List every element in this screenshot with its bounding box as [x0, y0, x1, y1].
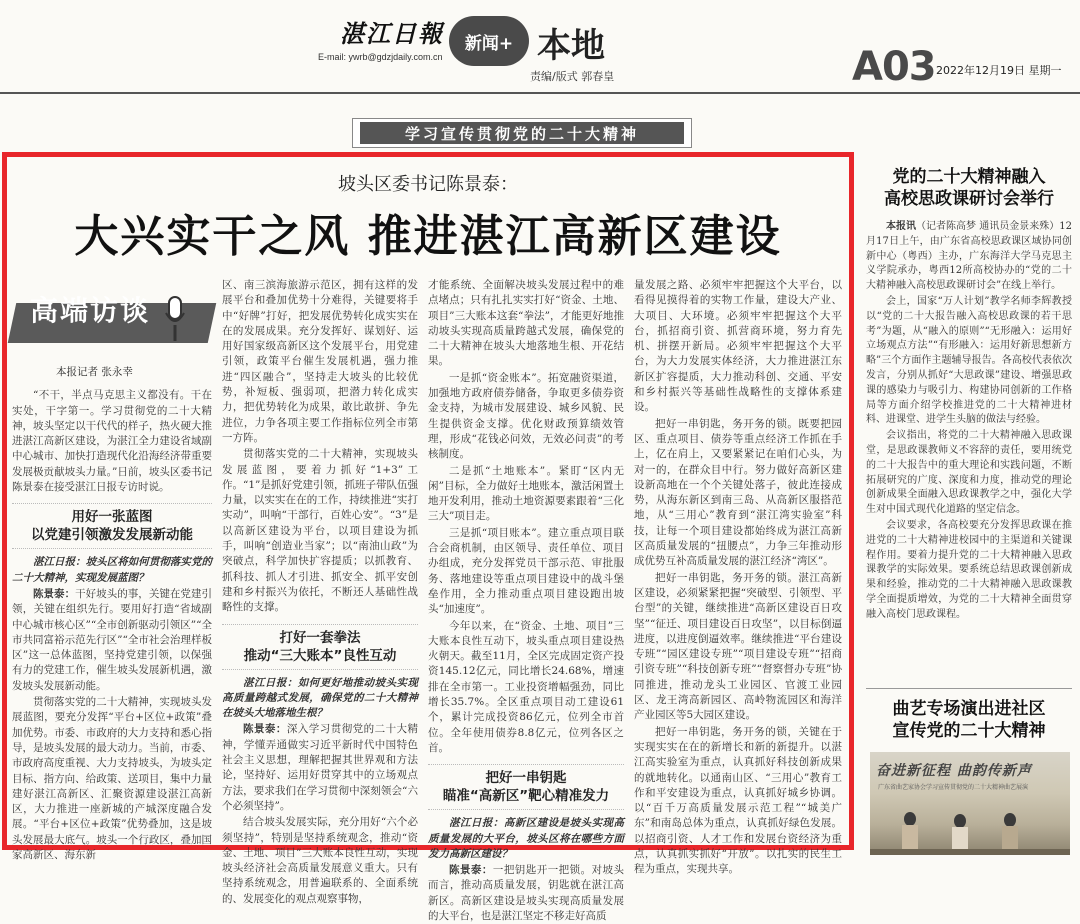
editor-credit: 责编/版式 郭春皇 — [530, 70, 615, 83]
microphone-icon — [162, 295, 188, 345]
col3-paragraph-3: 二是抓“土地账本”。紧盯“区内无闲”目标，全力做好土地账本，激活闲置土地开发利用，推动土地资源要素跟着“三化三大”项目走。 — [428, 464, 624, 523]
sidebar-paragraph-4: 会议要求，各高校要充分发挥思政课在推进党的二十大精神进校园中的主渠道和关键课程作用。要着力提升党的二十大精神融入思政课教学的实际效果。要系统总结思政课创新成果和经验，推动党的二十大精神融入思政课教学全面提质增效，为党的二十大精神全面贯穿融入高校门思政课程。 — [866, 519, 1072, 620]
subhead-2-text: 打好一套拳法 推动“三大账本”良性互动 — [243, 629, 397, 664]
issue-date: 2022年12月19日 星期一 — [936, 64, 1062, 77]
col2-paragraph-2: 贯彻落实党的二十大精神，实现坡头发展蓝图，要着力抓好“1+3”工作。“1”是抓好党建引领，抓班子带队伍强力量，以实实在在的工作，持续推进“实打实动”，叫响“干部行，百姓心安”。“3”是以高新区建设为平台，以项目建设为抓手，叫响“创造业当家”；以“南油山政”为突破点，科学加快扩容提质；以抓教育、抓科技、抓人才引进、抓安全、抓平安创建和乡村振兴为依托，不断还人基础性战略性的支撑。 — [222, 448, 418, 614]
subhead-1 — [12, 503, 212, 549]
question-1-text: 湛江日报：坡头区将如何贯彻落实党的二十大精神，实现发展蓝图？ — [12, 556, 212, 584]
subhead-2 — [222, 624, 418, 670]
intro-paragraph: “不干，半点马克思主义都没有。干在实处，干字第一。学习贯彻党的二十大精神，坡头坚定以干代代的样子，热火硬大推进湛江高新区建设，为湛江全力建设省域副中心城市、加快打造现代化沿海经济带重要发展极贡献坡头力量。”日前，坡头区委书记陈景泰在接受湛江日报专访时说。 — [12, 389, 212, 494]
theme-banner-text: 学习宣传贯彻党的二十大精神 — [360, 122, 684, 144]
sidebar-headline: 党的二十大精神融入 高校思政课研讨会举行 — [884, 167, 1054, 209]
answer-3-text: 一把钥匙开一把锁。对坡头而言，推动高质量发展，钥匙就在湛江高新区。高新区建设是坡头实现高质量发展的大平台，也是湛江坚定不移走好高质 — [428, 864, 625, 922]
col3-paragraph-2: 一是抓“资金账本”。拓宽融资渠道，加强地方政府债券储备，争取更多债券资金支持，为城市发展建设、城乡风貌、民生提供资金支撑。优化财政预算绩效管理，形成“花钱必问效，无效必问责”的考核制度。 — [428, 371, 624, 461]
article-column-3 — [428, 278, 625, 922]
performers-figure — [870, 805, 1070, 855]
sidebar-paragraph-2: 会上，国家“万人计划”教学名师李辉教授以“党的二十大报告融入高校思政课的若干思考”为题，从“融入的原则”“无形融入：运用好立场观点方法”“有形融入：运用好新思想新方略”三个方面作主题辅导报告。各高校代表依次发言，分别从抓好“大思政课”建设、增强思政课的感染力与吸引力、构建协同创新的工作格局等方面介绍学校推进党的二十大精神进材料、进课堂、进学生头脑的做法与经验。 — [866, 295, 1072, 426]
interview-label-box — [12, 295, 212, 355]
sidebar-paragraph-3: 会议指出，将党的二十大精神融入思政课堂，是思政课教师义不容辞的责任，要用统党的二十大报告中的重大理论和实践问题，不断拓展研究的广度、深度和力度，推动党的理论创新成果全面融入思政课教学之中，强化大学生对中国式现代化道路的坚定信念。 — [866, 430, 1072, 516]
col4-paragraph-1: 量发展之路、必须牢牢把握这个大平台，以看得见摸得着的实物工作量，建设大产业、大项目、大环境。必须牢牢把握这个大平台，抓招商引资、抓营商环境，努力育先机、拼摆开新局。必须牢牢把握这个大平台，为大力发展实体经济，大力推进湛江东新区扩容提质，大力推动科创、交通、平安和乡村振兴等基础性战略性的支撑体系建设。 — [634, 279, 842, 414]
sidebar-dateline: 本报讯 — [886, 221, 917, 232]
stage-photo — [870, 752, 1070, 855]
sidebar-divider — [866, 688, 1072, 689]
answer-2 — [222, 722, 418, 814]
article-headline: 大兴实干之风 推进湛江高新区建设 — [74, 211, 782, 262]
answer-1-label: 陈景泰： — [33, 587, 76, 600]
theme-banner — [352, 118, 692, 148]
question-3 — [428, 816, 624, 862]
answer-2-text: 深入学习贯彻党的二十大精神，学懂弄通做实习近平新时代中国特色社会主义思想，理解把握其世界观和方法论，坚持好、运用好贯穿其中的立场观点方法，要求我们在学习贯彻中深刻领会“六个必须坚持”。 — [222, 723, 419, 812]
news-plus-badge: 新闻+ — [449, 16, 529, 66]
photo-banner-subtext: 广东省曲艺家协会学习宣传贯彻党的二十大精神曲艺展演 — [878, 784, 1029, 791]
interview-label: 高端访谈 — [30, 294, 151, 327]
subhead-3 — [428, 764, 624, 810]
email-line: E-mail: ywrb@gdzjdaily.com.cn — [318, 52, 443, 62]
newspaper-logo: 湛江日報 — [340, 19, 444, 48]
page-number: A03 — [852, 44, 936, 90]
masthead-rule — [0, 92, 1080, 94]
answer-2b: 结合坡头发展实际，充分用好“六个必须坚持”，特别是坚持系统观念，推动“资金、土地、项目”三大账本良性互动，实现坡头经济社会高质量发展意义重大。只有坚持系统观念，用普遍联系的、全面系统的、发展变化的观点观察事物， — [222, 816, 418, 905]
photo-banner-text: 奋进新征程 曲韵传新声 — [876, 763, 1032, 779]
answer-1b: 贯彻落实党的二十大精神，实现坡头发展蓝图，要充分发挥“平台+区位+政策”叠加优势。市委、市政府的大力支持和悉心指导，是坡头发展的最大动力。当前，市委、市政府高度重视、大力支持坡头，为坡头定目标、指方向、给政策、送项目，集中力量建好湛江高新区、汇聚资源建设湛江高新区，大力推进一座新城的产城深度融合发展。“平台+区位+政策”优势叠加，这是坡头发展最大底气。坡头一个行政区，叠加国家高新区、海东新 — [12, 696, 212, 862]
section-title: 本地 — [537, 26, 605, 66]
answer-1-text: 干好坡头的事，关键在党建引领，关键在组织先行。要用好打造“省域副中心城市核心区”“全市创新驱动引领区”“全市共同富裕示范先行区”“全市社会治理样板区”这一总体蓝图，坚持党建引领，以保强有力的党建工作，催生坡头发展新机遇，激发坡头发展新动能。 — [12, 587, 212, 692]
col3-paragraph-1: 才能系统、全面解决坡头发展过程中的难点堵点；只有扎扎实实打好“资金、土地、项目”三大账本这套“拳法”，才能更好地推动坡头实现高质量跨越式发展，确保党的二十大精神在坡头大地落地生根、开花结果。 — [428, 279, 624, 368]
col3-paragraph-4: 三是抓“项目账本”。建立重点项目联合会商机制，由区领导、责任单位、项目办组成，充分发挥党员干部示范、审批服务、落地建设等重点项目建设中的战斗堡垒作用，全力推动重点项目建设跑出坡头“加速度”。 — [428, 526, 624, 616]
col3-paragraph-5: 今年以来，在“资金、土地、项目”三大账本良性互动下，坡头重点项目建设热火朝天。截至11月，全区完成固定资产投资145.12亿元，同比增长24.68%，增速排在全市第一。工业投资增幅强劲，同比增长35.7%。全区重点项目动工建设61个，累计完成投资86亿元，位列全市首位。全年使用债券8.8亿元，位列各区之首。 — [428, 619, 624, 754]
sidebar-article — [866, 160, 1072, 624]
sidebar-headline-2: 曲艺专场演出进社区 宣传党的二十大精神 — [892, 699, 1046, 741]
col4-paragraph-3: 把好一串钥匙，务开务的锁。湛江高新区建设，必须紧紧把握“突破型、引领型、平台型”的关键，继续推进“高新区建设百日攻坚”“征迁、项目建设百日攻坚”，以目标倒逼进度，以进度倒逼效率。继续推进“平台建设专班”“园区建设专班”“项目建设专班”“招商引资专班”“科技创新专班”“督察督办专班”协同推进，推动龙头工业园区、官渡工业园区、龙王湾高新园区、高岭物流园区和海洋产业园区等5大园区建设。 — [634, 571, 842, 722]
subhead-1-text: 用好一张蓝图 以党建引领激发发展新动能 — [31, 509, 193, 544]
answer-3-label: 陈景泰： — [449, 864, 493, 877]
sidebar-paragraph-1-text: （记者陈高梦 通讯员金景来殊）12月17日上午，由广东省高校思政课区域协同创新中心（粤西）主办，广东海洋大学马克思主义学院承办，粤西12所高校协办的“党的二十大精神融入高校思政课研讨会”在线上举行。 — [866, 221, 1072, 292]
question-2 — [222, 676, 418, 722]
col2-paragraph-1: 区、南三滨海旅游示范区，拥有这样的发展平台和叠加优势十分难得，关键要将手中“好牌”打好，把发展优势转化成实实在在的发展成果。充分发挥好、谋划好、运用好国家级高新区这个发展平台，用党建引领，政策平台催生发展机遇，强力推进“四区融合”，坚持走大坡头的比较优势，补短板、强弱项，把潜力转化成实力，把优势转化为成果，敢比敢拼、争先进位，力争各项主要工作指标位列全市第一方阵。 — [222, 279, 418, 444]
answer-2-label: 陈景泰： — [243, 723, 287, 736]
sidebar-body — [866, 220, 1072, 623]
col4-paragraph-4: 把好一串钥匙，务开务的锁，关键在于实现实实在在的新增长和新的新提升。以湛江高实验室为重点，认真抓好科技创新成果的就地转化。以通南山区、“三用心”教育工作和平安建设为重点，认真抓好城乡协调。以“百千万高质量发展示范工程”“城美广东”和南岛总体为重点，认真抓好绿色发展。以招商引资、人才工作和发展台资经济为重点，认真抓实抓好“开放”。以扎实的民生工程为重点，实现共享。 — [634, 725, 842, 876]
question-2-text: 湛江日报：如何更好地推动坡头实现高质量跨越式发展，确保党的二十大精神在坡头大地落地生根？ — [222, 676, 418, 720]
question-3-text: 湛江日报：高新区建设是坡头实现高质量发展的大平台，坡头区将在哪些方面发力高新区建设？ — [428, 817, 624, 860]
answer-3 — [428, 863, 624, 924]
article-column-1 — [12, 294, 212, 862]
subhead-3-text: 把好一串钥匙 瞄准“高新区”靶心精准发力 — [442, 770, 610, 805]
masthead — [0, 0, 1080, 100]
question-1 — [12, 555, 212, 586]
article-column-4 — [634, 278, 842, 876]
sidebar-paragraph-1 — [866, 220, 1072, 294]
answer-1 — [12, 587, 212, 694]
col4-paragraph-2: 把好一串钥匙，务开务的锁。既要把园区、重点项目、债券等重点经济工作抓在手上，亿在肩上，又要紧紧记在咱们心头，为对一的，在群众目中行。努力做好高新区建设新高地在一个个关键处落子，彼此连接成势，从海东新区到南三岛、从高新区服搭范地，从“三用心”教育到“湛江湾实验室”科技，让每一个项目建设都始终成为湛江高新区高质量发展的“扭腰点”，力争三年推动形成优势互补高质量发展的湛江经济“湾区”。 — [634, 417, 842, 568]
article-column-2 — [222, 278, 419, 905]
byline: 本报记者 张永幸 — [56, 366, 133, 378]
article-kicker: 坡头区委书记陈景泰： — [338, 174, 518, 195]
